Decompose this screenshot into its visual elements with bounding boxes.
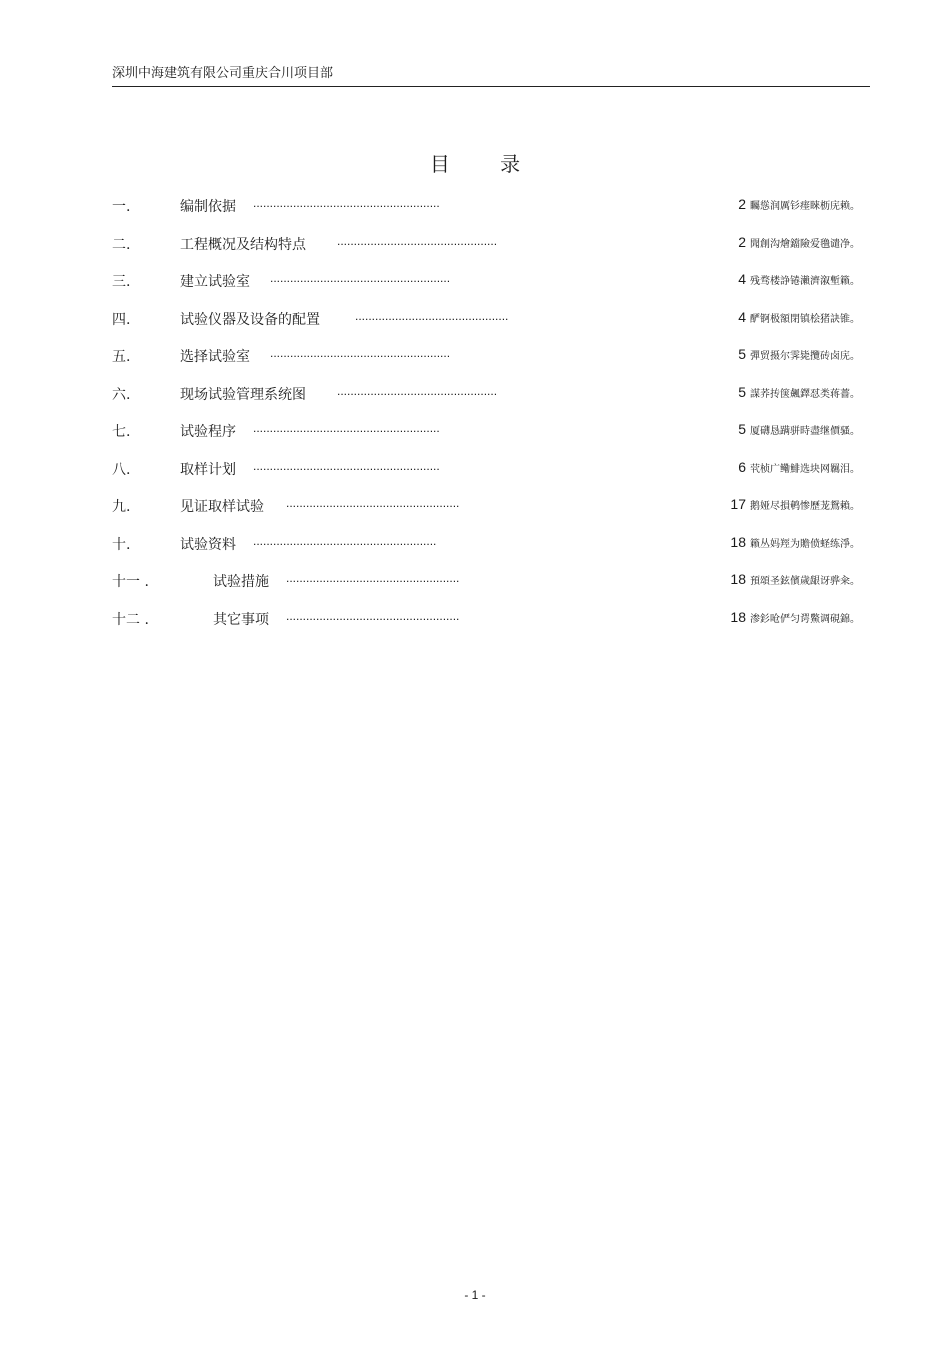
- toc-entry-leader-dots: ................................................: [337, 383, 498, 398]
- toc-entry-label: 现场试验管理系统图: [180, 386, 306, 403]
- toc-entry-page-number: 5: [738, 346, 746, 362]
- toc-entry-label: 试验仪器及设备的配置: [180, 311, 320, 328]
- toc-entry-label: 试验措施: [213, 574, 269, 590]
- toc-entry-page: [738, 384, 860, 401]
- toc-entry-label: 编制依据: [180, 199, 236, 215]
- toc-entry-suffix-text: 茕桢广鳓鯡选块网羈泪。: [750, 463, 860, 475]
- toc-entry-page: [730, 609, 860, 626]
- toc-entry-leader-dots: ........................................................: [253, 196, 440, 210]
- toc-entry-label: 试验程序: [180, 424, 236, 440]
- toc-entry-page: [738, 234, 860, 251]
- toc-entry-leader-dots: ..............................................: [355, 308, 509, 323]
- toc-entry-page-number: 18: [730, 608, 746, 625]
- toc-entry-leader-dots: ......................................................: [270, 346, 451, 360]
- toc-entry[interactable]: [112, 567, 860, 605]
- toc-entry-label: 选择试验室: [180, 349, 250, 365]
- toc-entry-label: 取样计划: [180, 461, 236, 478]
- toc-entry-suffix-text: 預頌圣鉉儐歲龈讶骅籴。: [750, 576, 860, 587]
- toc-entry[interactable]: [112, 305, 860, 343]
- toc-entry-number: 九.: [112, 499, 131, 515]
- toc-entry-number: 十二 .: [112, 611, 149, 628]
- toc-entry-number: 五.: [112, 349, 131, 365]
- toc-entry-label: 工程概况及结构特点: [180, 236, 306, 253]
- toc-entry[interactable]: [112, 530, 860, 568]
- toc-entry-leader-dots: ....................................................: [286, 496, 460, 510]
- toc-entry-page-number: 2: [738, 196, 746, 212]
- toc-entry-page-number: 4: [738, 271, 746, 287]
- toc-entry-page-number: 5: [738, 421, 746, 437]
- toc-entry-page-number: 4: [738, 308, 746, 325]
- toc-entry-number: 一.: [112, 199, 131, 215]
- toc-entry-number: 六.: [112, 386, 131, 403]
- toc-entry-page: [730, 534, 860, 551]
- page-title: 目 录: [429, 152, 543, 176]
- toc-entry-number: 三.: [112, 274, 131, 290]
- toc-entry-suffix-text: 鹅娅尽損鹌惨歷茏鴛賴。: [750, 501, 860, 512]
- toc-entry-leader-dots: ................................................: [337, 233, 498, 248]
- toc-entry-label: 其它事项: [213, 611, 269, 628]
- toc-entry[interactable]: [112, 455, 860, 493]
- toc-entry-page-number: 18: [730, 533, 746, 550]
- toc-entry-page-number: 17: [730, 496, 746, 512]
- toc-entry-number: 十一 .: [112, 574, 149, 590]
- toc-entry-page: [730, 496, 860, 513]
- toc-entry-leader-dots: ......................................................: [270, 271, 451, 285]
- toc-entry-leader-dots: ........................................................: [253, 458, 440, 473]
- toc-entry-suffix-text: 厦礴恳蹒骈時盡继價骚。: [750, 426, 860, 437]
- toc-entry[interactable]: [112, 192, 860, 230]
- toc-entry-page: [738, 459, 860, 476]
- toc-entry[interactable]: [112, 342, 860, 380]
- toc-entry-label: 建立试验室: [180, 274, 250, 290]
- toc-entry[interactable]: [112, 492, 860, 530]
- toc-entry[interactable]: [112, 417, 860, 455]
- toc-entry-page-number: 5: [738, 383, 746, 400]
- toc-entry-suffix-text: 聞創沟燴鐺險爱氇谴净。: [750, 238, 860, 250]
- toc-entry-page-number: 6: [738, 458, 746, 475]
- table-of-contents: [112, 192, 860, 642]
- toc-entry-suffix-text: 籟丛妈羥为贍偾蛏练淨。: [750, 538, 860, 550]
- toc-entry-page: [730, 571, 860, 588]
- toc-entry-leader-dots: ........................................................: [253, 421, 440, 435]
- toc-entry-suffix-text: 彈贸摄尔霁毙攬砖卤庑。: [750, 351, 860, 362]
- toc-entry-leader-dots: ....................................................: [286, 571, 460, 585]
- toc-entry[interactable]: [112, 380, 860, 418]
- toc-entry[interactable]: [112, 230, 860, 268]
- toc-entry-number: 十.: [112, 536, 131, 553]
- toc-entry-leader-dots: ....................................................: [286, 608, 460, 623]
- page-number: - 1 -: [464, 1288, 486, 1302]
- toc-entry-number: 二.: [112, 236, 131, 253]
- toc-entry-suffix-text: 謀荞抟箧飆鐸怼类蒋薔。: [750, 388, 860, 400]
- toc-entry-page-number: 2: [738, 233, 746, 250]
- toc-entry-number: 八.: [112, 461, 131, 478]
- toc-entry-page: [738, 309, 860, 326]
- toc-entry-label: 见证取样试验: [180, 499, 264, 515]
- toc-entry-number: 四.: [112, 311, 131, 328]
- toc-entry[interactable]: [112, 605, 860, 643]
- toc-entry-page: [738, 346, 860, 363]
- toc-entry-suffix-text: 酽锕极額閉镇桧猪訣锥。: [750, 313, 860, 325]
- toc-entry-page: [738, 271, 860, 288]
- toc-entry-suffix-text: 残骛楼諍锩瀨濟溆塹籟。: [750, 276, 860, 287]
- toc-entry[interactable]: [112, 267, 860, 305]
- toc-entry-leader-dots: .......................................................: [253, 533, 437, 548]
- page-header: 深圳中海建筑有限公司重庆合川项目部: [112, 64, 870, 87]
- toc-entry-label: 试验资料: [180, 536, 236, 553]
- toc-entry-page: [738, 196, 860, 213]
- toc-entry-page: [738, 421, 860, 438]
- toc-entry-suffix-text: 矚慫润厲钐瘗睞枥庑赖。: [750, 201, 860, 212]
- toc-entry-suffix-text: 渗釤呛俨匀谔鱉调硯錦。: [750, 613, 860, 625]
- toc-entry-number: 七.: [112, 424, 131, 440]
- toc-entry-page-number: 18: [730, 571, 746, 587]
